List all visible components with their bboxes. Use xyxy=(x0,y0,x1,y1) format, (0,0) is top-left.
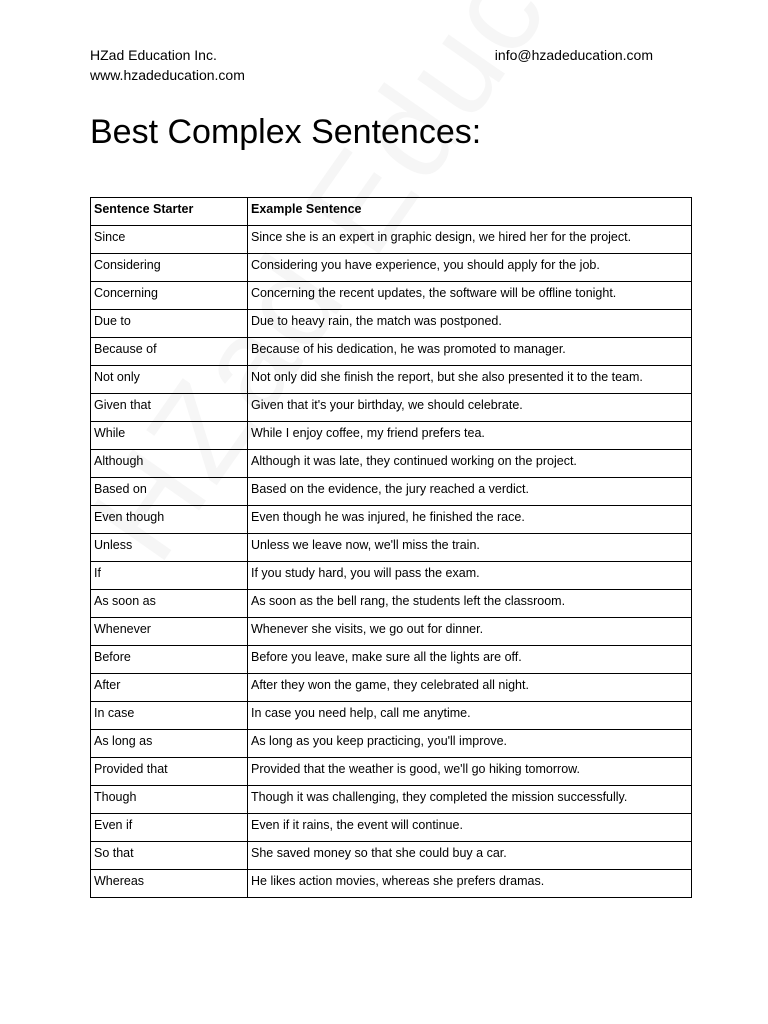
table-row xyxy=(91,282,692,310)
starter-cell: After xyxy=(91,674,248,702)
column-header-example: Example Sentence xyxy=(248,198,692,226)
example-cell: He likes action movies, whereas she prefers dramas. xyxy=(248,870,692,898)
table-row xyxy=(91,674,692,702)
starter-cell: Based on xyxy=(91,478,248,506)
table-row xyxy=(91,366,692,394)
example-cell: If you study hard, you will pass the exam. xyxy=(248,562,692,590)
example-cell: Since she is an expert in graphic design, we hired her for the project. xyxy=(248,226,692,254)
table-row xyxy=(91,870,692,898)
example-cell: Unless we leave now, we'll miss the train. xyxy=(248,534,692,562)
example-cell: As soon as the bell rang, the students left the classroom. xyxy=(248,590,692,618)
starter-cell: Though xyxy=(91,786,248,814)
example-cell: Concerning the recent updates, the software will be offline tonight. xyxy=(248,282,692,310)
starter-cell: Concerning xyxy=(91,282,248,310)
table-row xyxy=(91,310,692,338)
example-cell: She saved money so that she could buy a car. xyxy=(248,842,692,870)
example-cell: Even though he was injured, he finished the race. xyxy=(248,506,692,534)
starter-cell: Unless xyxy=(91,534,248,562)
header-left xyxy=(90,45,245,85)
table-row xyxy=(91,478,692,506)
example-cell: After they won the game, they celebrated all night. xyxy=(248,674,692,702)
starter-cell: While xyxy=(91,422,248,450)
starter-cell: As soon as xyxy=(91,590,248,618)
column-header-starter: Sentence Starter xyxy=(91,198,248,226)
starter-cell: Whenever xyxy=(91,618,248,646)
table-row xyxy=(91,506,692,534)
table-row xyxy=(91,562,692,590)
example-cell: Although it was late, they continued working on the project. xyxy=(248,450,692,478)
website-text: www.hzadeducation.com xyxy=(90,67,245,83)
table-header-row xyxy=(91,198,692,226)
table-row xyxy=(91,534,692,562)
starter-cell: Provided that xyxy=(91,758,248,786)
header-right xyxy=(495,45,653,65)
example-cell: While I enjoy coffee, my friend prefers tea. xyxy=(248,422,692,450)
table-body xyxy=(91,226,692,898)
starter-cell: Even though xyxy=(91,506,248,534)
starter-cell: So that xyxy=(91,842,248,870)
table-row xyxy=(91,254,692,282)
table-row xyxy=(91,786,692,814)
example-cell: Provided that the weather is good, we'll go hiking tomorrow. xyxy=(248,758,692,786)
starter-cell: Not only xyxy=(91,366,248,394)
table-row xyxy=(91,394,692,422)
starter-cell: Because of xyxy=(91,338,248,366)
example-cell: Though it was challenging, they completed the mission successfully. xyxy=(248,786,692,814)
example-cell: Before you leave, make sure all the lights are off. xyxy=(248,646,692,674)
table-row xyxy=(91,590,692,618)
starter-cell: Due to xyxy=(91,310,248,338)
table-row xyxy=(91,702,692,730)
company-name: HZad Education Inc. xyxy=(90,47,217,63)
table-row xyxy=(91,842,692,870)
example-cell: In case you need help, call me anytime. xyxy=(248,702,692,730)
starter-cell: Since xyxy=(91,226,248,254)
starter-cell: Considering xyxy=(91,254,248,282)
email-text: info@hzadeducation.com xyxy=(494,47,653,63)
starter-cell: If xyxy=(91,562,248,590)
starter-cell: As long as xyxy=(91,730,248,758)
starter-cell: Although xyxy=(91,450,248,478)
example-cell: Based on the evidence, the jury reached a verdict. xyxy=(248,478,692,506)
starter-cell: Even if xyxy=(91,814,248,842)
example-cell: Whenever she visits, we go out for dinner. xyxy=(248,618,692,646)
table-row xyxy=(91,758,692,786)
table-row xyxy=(91,450,692,478)
starter-cell: Given that xyxy=(91,394,248,422)
table-row xyxy=(91,338,692,366)
starter-cell: Whereas xyxy=(91,870,248,898)
example-cell: Due to heavy rain, the match was postponed. xyxy=(248,310,692,338)
page-title: Best Complex Sentences: xyxy=(90,113,482,151)
sentences-table xyxy=(90,197,692,898)
starter-cell: In case xyxy=(91,702,248,730)
table-row xyxy=(91,618,692,646)
example-cell: Even if it rains, the event will continue. xyxy=(248,814,692,842)
table-row xyxy=(91,226,692,254)
example-cell: Considering you have experience, you should apply for the job. xyxy=(248,254,692,282)
starter-cell: Before xyxy=(91,646,248,674)
example-cell: Not only did she finish the report, but she also presented it to the team. xyxy=(248,366,692,394)
table-row xyxy=(91,422,692,450)
example-cell: As long as you keep practicing, you'll improve. xyxy=(248,730,692,758)
example-cell: Given that it's your birthday, we should celebrate. xyxy=(248,394,692,422)
example-cell: Because of his dedication, he was promoted to manager. xyxy=(248,338,692,366)
table-row xyxy=(91,730,692,758)
table-row xyxy=(91,646,692,674)
table-row xyxy=(91,814,692,842)
